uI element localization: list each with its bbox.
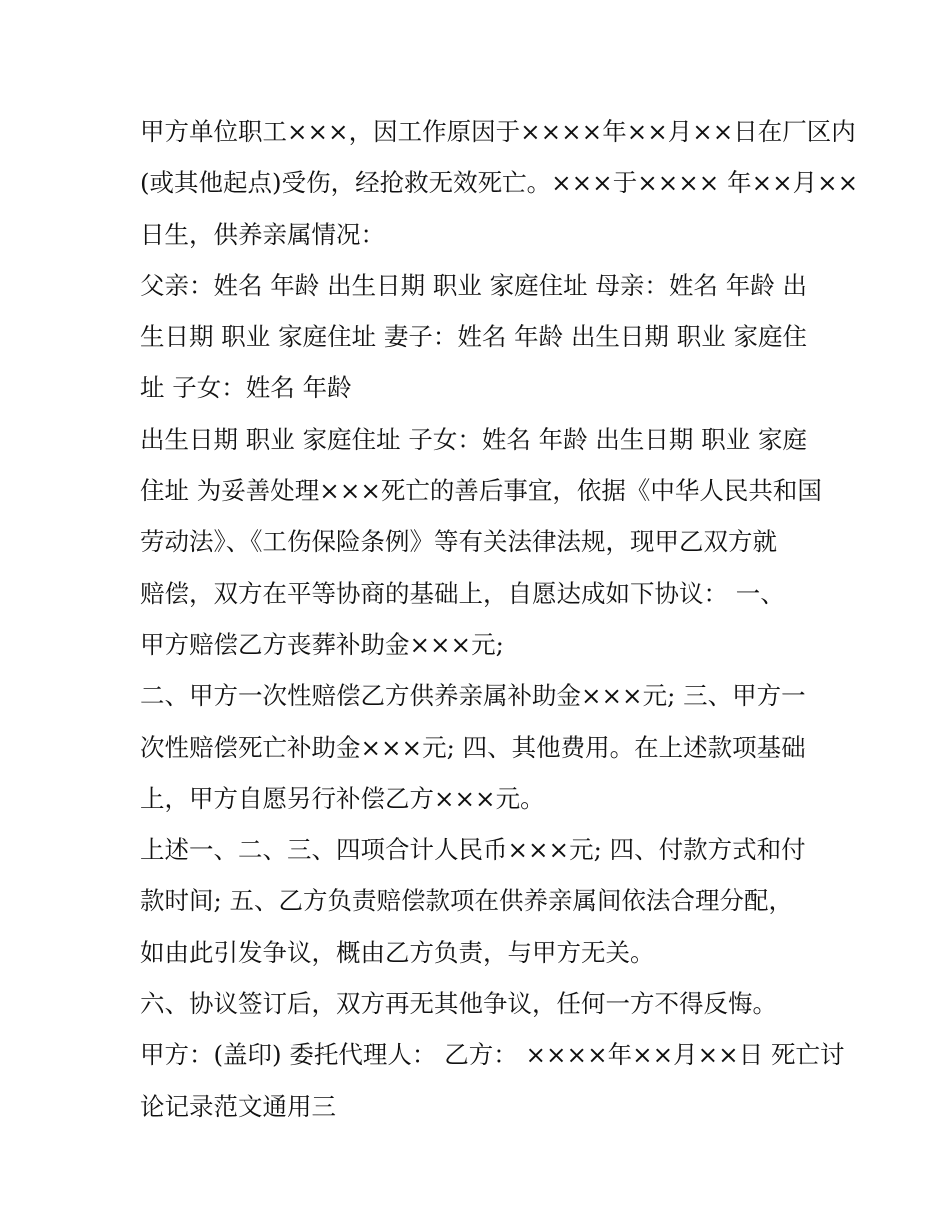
- text-line: 劳动法》、《工伤保险条例》等有关法律法规，现甲乙双方就: [140, 527, 777, 557]
- text-line: 上述一、二、三、四项合计人民币×××元; 四、付款方式和付: [140, 835, 806, 865]
- text-line: (或其他起点)受伤，经抢救无效死亡。×××于×××× 年××月××: [140, 168, 859, 198]
- text-line: 父亲：姓名 年龄 出生日期 职业 家庭住址 母亲：姓名 年龄 出: [140, 270, 808, 300]
- text-line: 上，甲方自愿另行补偿乙方×××元。: [140, 783, 545, 813]
- text-line: 日生，供养亲属情况：: [140, 219, 385, 249]
- text-line: 甲方赔偿乙方丧葬补助金×××元;: [140, 629, 504, 659]
- text-line: 次性赔偿死亡补助金×××元; 四、其他费用。在上述款项基础: [140, 732, 806, 762]
- paragraph-no-dispute: [140, 978, 820, 1029]
- text-line: 如由此引发争议，概由乙方负责，与甲方无关。: [140, 937, 655, 967]
- text-line: 住址 为妥善处理×××死亡的善后事宜，依据《中华人民共和国: [140, 476, 822, 506]
- paragraph-legal-basis: [140, 414, 820, 670]
- paragraph-incident: [140, 106, 859, 260]
- text-line: 二、甲方一次性赔偿乙方供养亲属补助金×××元; 三、甲方一: [140, 681, 806, 711]
- paragraph-compensation-items: [140, 670, 820, 824]
- paragraph-signatures: [140, 1029, 845, 1132]
- document-body: [140, 106, 859, 1132]
- text-line: 生日期 职业 家庭住址 妻子：姓名 年龄 出生日期 职业 家庭住: [140, 322, 808, 352]
- text-line: 出生日期 职业 家庭住址 子女：姓名 年龄 出生日期 职业 家庭: [140, 424, 808, 454]
- text-line: 论记录范文通用三: [140, 1091, 336, 1121]
- paragraph-total-payment: [140, 824, 820, 978]
- text-line: 六、协议签订后，双方再无其他争议，任何一方不得反悔。: [140, 989, 777, 1019]
- text-line: 甲方单位职工×××，因工作原因于××××年××月××日在厂区内: [140, 117, 856, 146]
- text-line: 赔偿，双方在平等协商的基础上，自愿达成如下协议： 一、: [140, 578, 785, 608]
- text-line: 址 子女：姓名 年龄: [140, 373, 352, 403]
- paragraph-relatives: [140, 260, 820, 414]
- text-line: 甲方：(盖印) 委托代理人： 乙方： ××××年××月××日 死亡讨: [140, 1040, 845, 1070]
- text-line: 款时间; 五、乙方负责赔偿款项在供养亲属间依法合理分配，: [140, 886, 794, 916]
